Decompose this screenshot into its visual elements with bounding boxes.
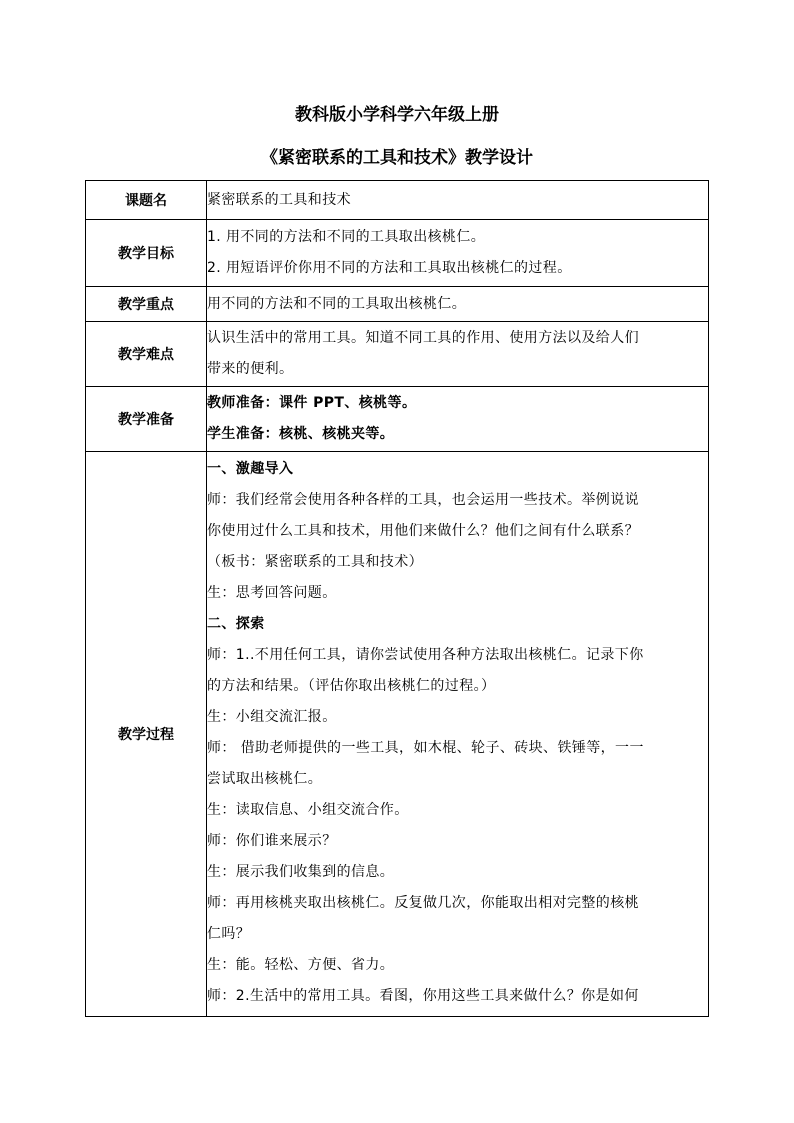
process-line: 的方法和结果。（评估你取出核桃仁的过程。） (207, 678, 496, 694)
table-row-process (86, 452, 709, 1017)
process-line: （板书：紧密联系的工具和技术） (207, 554, 423, 570)
process-line: 师：1..不用任何工具，请你尝试使用各种方法取出核桃仁。记录下你 (207, 647, 644, 663)
document-subtitle: 《紧密联系的工具和技术》教学设计 (261, 148, 533, 168)
process-line: 生：思考回答问题。 (207, 585, 337, 601)
process-line: 生：展示我们收集到的信息。 (207, 864, 395, 880)
objectives-cell (207, 220, 709, 287)
table-row-difficulties (86, 322, 709, 387)
process-line: 师： 借助老师提供的一些工具，如木棍、轮子、砖块、铁锤等，一一 (207, 740, 644, 756)
key-points-cell (207, 287, 709, 322)
lesson-plan-table (85, 180, 709, 1017)
preparation-label: 教学准备 (86, 387, 207, 452)
process-line: 师：我们经常会使用各种各样的工具，也会运用一些技术。举例说说 (207, 492, 639, 508)
difficulties-line: 带来的便利。 (207, 361, 294, 377)
preparation-line: 教师准备：课件 PPT、核桃等。 (207, 395, 417, 411)
preparation-cell (207, 387, 709, 452)
process-heading: 二、探索 (207, 616, 265, 632)
key-points-label: 教学重点 (86, 287, 207, 322)
process-line: 生：能。轻松、方便、省力。 (207, 957, 395, 973)
process-line: 生：小组交流汇报。 (207, 709, 337, 725)
table-row-topic (86, 181, 709, 220)
topic-value: 紧密联系的工具和技术 (207, 191, 351, 208)
process-label: 教学过程 (86, 452, 207, 1017)
document-title: 教科版小学科学六年级上册 (295, 105, 499, 125)
process-line: 师：你们谁来展示？ (207, 833, 337, 849)
topic-label: 课题名 (86, 181, 207, 220)
process-cell (207, 452, 709, 1017)
process-line: 师：再用核桃夹取出核桃仁。反复做几次，你能取出相对完整的核桃 (207, 895, 639, 911)
difficulties-line: 认识生活中的常用工具。知道不同工具的作用、使用方法以及给人们 (207, 330, 639, 346)
table-row-key-points (86, 287, 709, 322)
table-row-objectives (86, 220, 709, 287)
process-heading: 一、激趣导入 (207, 461, 294, 477)
key-points-value: 用不同的方法和不同的工具取出核桃仁。 (207, 295, 467, 312)
process-line: 尝试取出核桃仁。 (207, 771, 323, 787)
difficulties-label: 教学难点 (86, 322, 207, 387)
objectives-line: 2. 用短语评价你用不同的方法和工具取出核桃仁的过程。 (207, 260, 572, 276)
process-line: 生：读取信息、小组交流合作。 (207, 802, 409, 818)
difficulties-cell (207, 322, 709, 387)
process-line: 你使用过什么工具和技术，用他们来做什么？他们之间有什么联系？ (207, 523, 639, 539)
process-line: 师：2.生活中的常用工具。看图，你用这些工具来做什么？你是如何 (207, 988, 639, 1004)
process-line: 仁吗？ (207, 926, 251, 942)
topic-cell (207, 181, 709, 220)
preparation-line: 学生准备：核桃、核桃夹等。 (207, 426, 395, 442)
objectives-line: 1. 用不同的方法和不同的工具取出核桃仁。 (207, 229, 486, 245)
table-row-preparation (86, 387, 709, 452)
objectives-label: 教学目标 (86, 220, 207, 287)
